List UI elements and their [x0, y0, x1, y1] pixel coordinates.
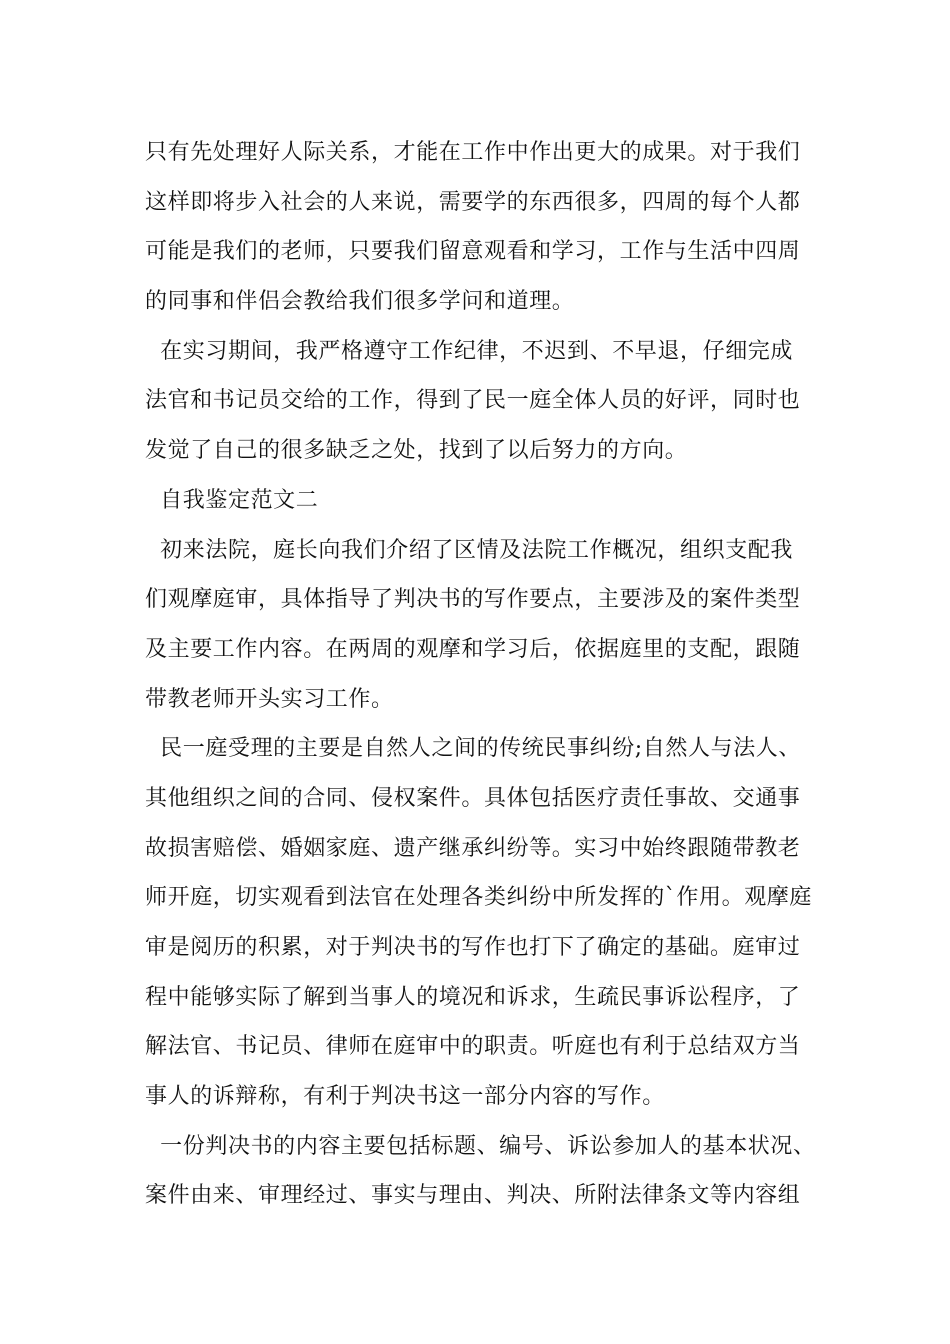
text-line: 初来法院，庭长向我们介绍了区情及法院工作概况，组织支配我	[145, 537, 793, 563]
text-line: 法官和书记员交给的工作，得到了民一庭全体人员的好评，同时也	[145, 388, 801, 414]
text-line: 解法官、书记员、律师在庭审中的职责。听庭也有利于总结双方当	[145, 1034, 801, 1060]
text-line: 事人的诉辩称，有利于判决书这一部分内容的写作。	[145, 1084, 665, 1110]
text-line: 只有先处理好人际关系，才能在工作中作出更大的成果。对于我们	[145, 140, 801, 165]
text-line: 审是阅历的积累，对于判决书的写作也打下了确定的基础。庭审过	[145, 935, 801, 960]
text-line: 带教老师开头实习工作。	[145, 686, 394, 712]
section-heading: 自我鉴定范文二	[145, 487, 319, 513]
text-line: 这样即将步入社会的人来说，需要学的东西很多，四周的每个人都	[145, 189, 801, 215]
text-line: 的同事和伴侣会教给我们很多学问和道理。	[145, 289, 575, 315]
text-line: 发觉了自己的很多缺乏之处，找到了以后努力的方向。	[145, 438, 688, 464]
text-line: 其他组织之间的合同、侵权案件。具体包括医疗责任事故、交通事	[145, 785, 801, 811]
text-line: 民一庭受理的主要是自然人之间的传统民事纠纷;自然人与法人、	[145, 736, 802, 762]
document-body	[145, 128, 825, 1221]
text-line: 及主要工作内容。在两周的观摩和学习后，依据庭里的支配，跟随	[145, 636, 801, 662]
text-line: 可能是我们的老师，只要我们留意观看和学习，工作与生活中四周	[145, 239, 801, 265]
text-line: 程中能够实际了解到当事人的境况和诉求，生疏民事诉讼程序，了	[145, 984, 801, 1010]
text-line: 案件由来、审理经过、事实与理由、判决、所附法律条文等内容组	[145, 1183, 801, 1209]
text-line: 们观摩庭审，具体指导了判决书的写作要点，主要涉及的案件类型	[145, 587, 801, 613]
text-line: 一份判决书的内容主要包括标题、编号、诉讼参加人的基本状况、	[145, 1133, 816, 1159]
text-line: 故损害赔偿、婚姻家庭、遗产继承纠纷等。实习中始终跟随带教老	[145, 835, 801, 861]
text-line: 在实习期间，我严格遵守工作纪律，不迟到、不早退，仔细完成	[145, 338, 793, 364]
text-line: 师开庭，切实观看到法官在处理各类纠纷中所发挥的`作用。观摩庭	[145, 885, 813, 911]
